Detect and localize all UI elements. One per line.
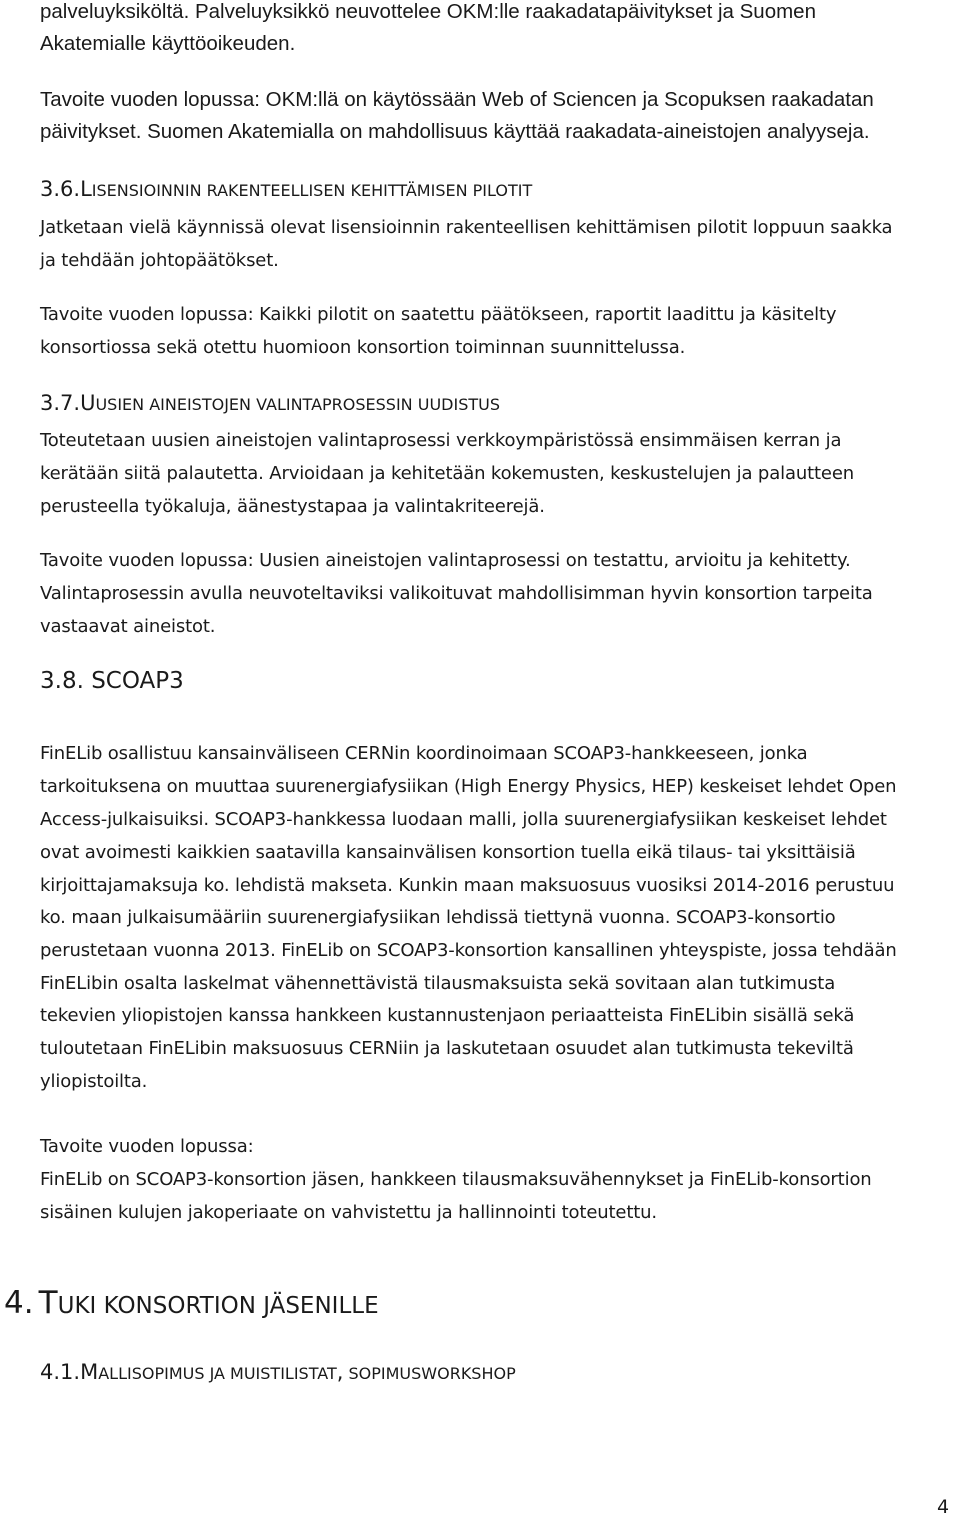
title-rest: ISENSIOINNIN RAKENTEELLISEN KEHITTÄMISEN PILOTIT: [91, 181, 533, 200]
section-3-8-para1-line-5: kirjoittajamaksuja ko. lehdistä makseta. Kunkin maan maksuosuus vuosiksi 2014-2016 perustuu: [40, 875, 895, 896]
section-3-6-para1-line-2: ja tehdään johtopäätökset.: [40, 250, 279, 271]
section-number: 4.1.: [40, 1360, 81, 1384]
title-initial: T: [38, 1285, 58, 1321]
title-part-2: SOPIMUSWORKSHOP: [343, 1364, 516, 1383]
section-3-8-para1-line-4: ovat avoimesti kaikkien saatavilla kansainvälisen konsortion tuella eikä tilaus- tai yksittäisiä: [40, 842, 856, 863]
section-3-6-para2-line-2: konsortiossa sekä otettu huomioon konsortion toiminnan suunnittelussa.: [40, 337, 686, 358]
intro-line-1: palveluyksiköltä. Palveluyksikkö neuvottelee OKM:lle raakadatapäivitykset ja Suomen: [40, 0, 816, 23]
section-3-8-goal-line-2: sisäinen kulujen jakoperiaate on vahvistettu ja hallinnointi toteutettu.: [40, 1202, 657, 1223]
section-3-7-para1-line-2: kerätään siitä palautetta. Arvioidaan ja kehitetään kokemusten, keskustelujen ja palautteen: [40, 463, 854, 484]
chapter-4-heading: [4, 1285, 379, 1321]
section-3-8-para1-line-9: tekevien yliopistojen kanssa hankkeen kustannustenjaon periaatteista FinELibin sisällä sekä: [40, 1005, 855, 1026]
title-part-1: ALLISOPIMUS JA MUISTILISTAT: [98, 1364, 337, 1383]
title-comma: ,: [336, 1360, 344, 1384]
section-3-8-para1-line-2: tarkoituksena on muuttaa suurenergiafysiikan (High Energy Physics, HEP) keskeiset lehdet Open: [40, 776, 897, 797]
section-3-8-goal-label: Tavoite vuoden lopussa:: [40, 1136, 254, 1157]
section-3-7-para2-line-1: Tavoite vuoden lopussa: Uusien aineistojen valintaprosessi on testattu, arvioitu ja kehitetty.: [40, 550, 851, 571]
section-4-1-heading: [40, 1360, 516, 1384]
title-rest: USIEN AINEISTOJEN VALINTAPROSESSIN UUDISTUS: [95, 395, 500, 414]
section-3-8-heading: 3.8. SCOAP3: [40, 668, 184, 694]
section-3-6-para2-line-1: Tavoite vuoden lopussa: Kaikki pilotit on saatettu päätökseen, raportit laadittu ja käsitelty: [40, 304, 837, 325]
section-3-7-para2-line-3: vastaavat aineistot.: [40, 616, 216, 637]
section-3-8-para1-line-6: ko. maan julkaisumääriin suurenergiafysiikan lehdissä tiettynä vuonna. SCOAP3-konsortio: [40, 907, 836, 928]
title-initial: M: [80, 1360, 99, 1384]
title-rest: UKI KONSORTION JÄSENILLE: [57, 1293, 379, 1319]
section-3-8-para1-line-8: FinELibin osalta laskelmat vähennettävistä tilausmaksuista sekä sovitaan alan tutkimusta: [40, 973, 836, 994]
section-3-8-para1-line-1: FinELib osallistuu kansainväliseen CERNin koordinoimaan SCOAP3-hankkeeseen, jonka: [40, 743, 808, 764]
section-3-8-para1-line-3: Access-julkaisuiksi. SCOAP3-hankkessa luodaan malli, jolla suurenergiafysiikan keskeiset lehdet: [40, 809, 887, 830]
section-3-8-goal-line-1: FinELib on SCOAP3-konsortion jäsen, hankkeen tilausmaksuvähennykset ja FinELib-konsortion: [40, 1169, 872, 1190]
intro-line-2: Akatemialle käyttöoikeuden.: [40, 32, 296, 55]
intro-line-3: Tavoite vuoden lopussa: OKM:llä on käytössään Web of Sciencen ja Scopuksen raakadatan: [40, 88, 874, 111]
section-3-7-para1-line-1: Toteutetaan uusien aineistojen valintaprosessi verkkoympäristössä ensimmäisen kerran ja: [40, 430, 842, 451]
section-3-6-heading: [40, 177, 532, 201]
section-3-7-para1-line-3: perusteella työkaluja, äänestystapaa ja valintakriteerejä.: [40, 496, 545, 517]
section-3-8-para1-line-10: tuloutetaan FinELibin maksuosuus CERNiin ja laskutetaan osuudet alan tutkimusta tekeviltä: [40, 1038, 854, 1059]
section-3-7-heading: [40, 391, 500, 415]
title-initial: U: [80, 391, 96, 415]
section-number: 3.6.: [40, 177, 81, 201]
section-3-8-para1-line-7: perustetaan vuonna 2013. FinELib on SCOAP3-konsortion kansallinen yhteyspiste, jossa tehdään: [40, 940, 897, 961]
section-number: 3.7.: [40, 391, 81, 415]
intro-line-4: päivitykset. Suomen Akatemialla on mahdollisuus käyttää raakadata-aineistojen analyyseja.: [40, 120, 870, 143]
section-3-6-para1-line-1: Jatketaan vielä käynnissä olevat lisensioinnin rakenteellisen kehittämisen pilotit loppuun saakka: [40, 217, 893, 238]
title-initial: L: [80, 177, 92, 201]
chapter-number: 4.: [4, 1285, 34, 1321]
section-3-8-para1-line-11: yliopistoilta.: [40, 1071, 148, 1092]
section-3-7-para2-line-2: Valintaprosessin avulla neuvoteltaviksi valikoituvat mahdollisimman hyvin konsortion tarpeita: [40, 583, 873, 604]
page-number: 4: [937, 1496, 950, 1518]
